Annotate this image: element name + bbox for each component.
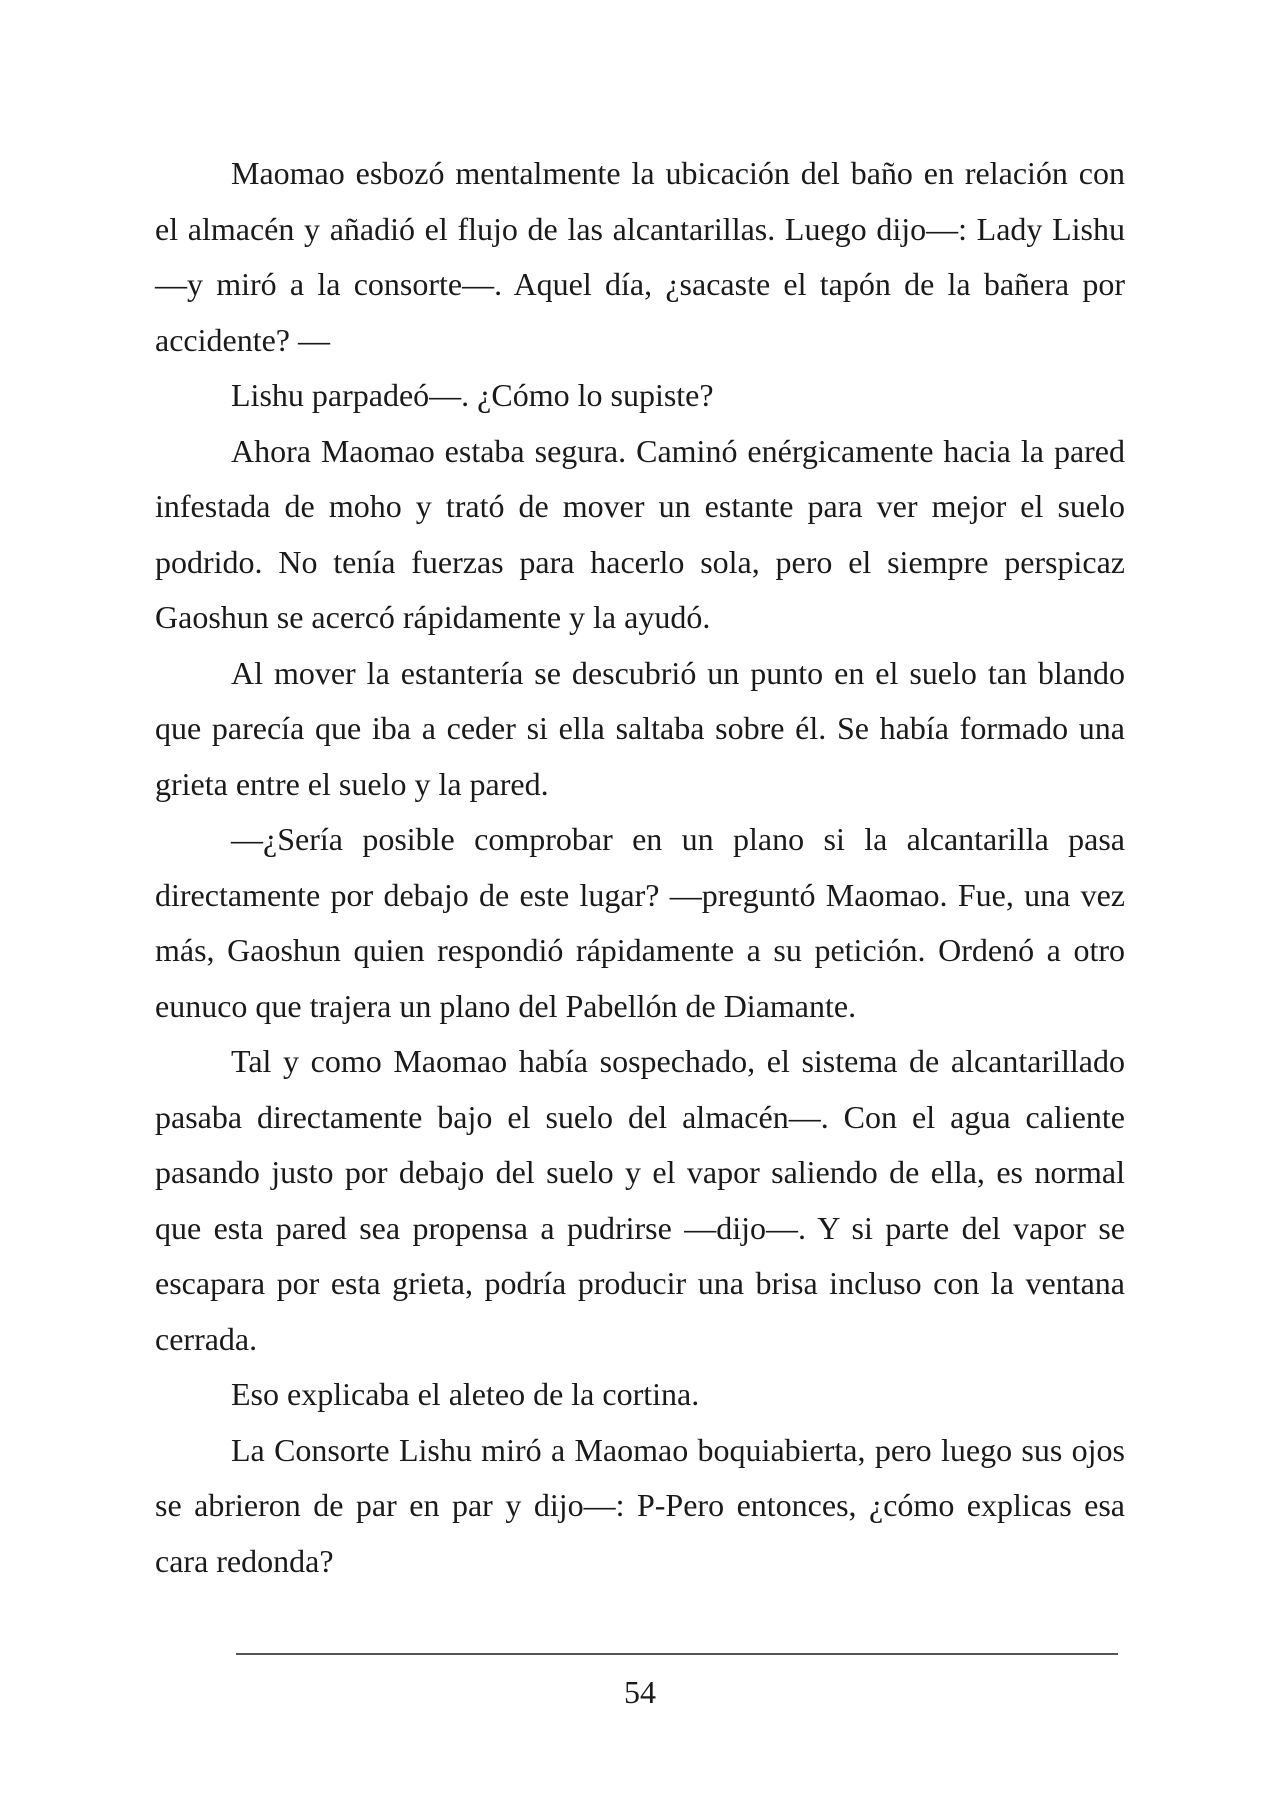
paragraph: La Consorte Lishu miró a Maomao boquiabierta, pero luego sus ojos se abrieron de par en par y dijo—: P-Pero entonces, ¿cómo explicas esa cara redonda? bbox=[155, 1431, 1125, 1579]
paragraph: —¿Sería posible comprobar en un plano si la alcantarilla pasa directamente por debajo de este lugar? —preguntó Maomao. Fue, una vez más, Gaoshun quien respondió rápidamente a su petición. Ordenó a otro eunuco que trajera un plano del Pabellón de Diamante. bbox=[155, 821, 1125, 1024]
paragraph: Ahora Maomao estaba segura. Caminó enérgicamente hacia la pared infestada de moho y trató de mover un estante para ver mejor el suelo podrido. No tenía fuerzas para hacerlo sola, pero el siempre perspicaz Gaoshun se acercó rápidamente y la ayudó. bbox=[155, 432, 1125, 635]
paragraph: Eso explicaba el aleteo de la cortina. bbox=[231, 1376, 700, 1412]
paragraph: Al mover la estantería se descubrió un punto en el suelo tan blando que parecía que iba a ceder si ella saltaba sobre él. Se había formado una grieta entre el suelo y la pared. bbox=[155, 654, 1125, 802]
paragraph: Tal y como Maomao había sospechado, el sistema de alcantarillado pasaba directamente bajo el suelo del almacén—. Con el agua caliente pasando justo por debajo del suelo y el vapor saliendo de ella, es normal que esta pared sea propensa a pudrirse —dijo—. Y si parte del vapor se escapara por esta grieta, podría producir una brisa incluso con la ventana cerrada. bbox=[155, 1043, 1125, 1357]
body-text bbox=[155, 146, 1125, 1589]
footer-divider bbox=[236, 1653, 1118, 1655]
paragraph: Maomao esbozó mentalmente la ubicación del baño en relación con el almacén y añadió el flujo de las alcantarillas. Luego dijo—: Lady Lishu —y miró a la consorte—. Aquel día, ¿sacaste el tapón de la bañera por accidente? — bbox=[155, 155, 1125, 358]
paragraph: Lishu parpadeó—. ¿Cómo lo supiste? bbox=[231, 377, 714, 413]
page-number: 54 bbox=[624, 1674, 656, 1710]
